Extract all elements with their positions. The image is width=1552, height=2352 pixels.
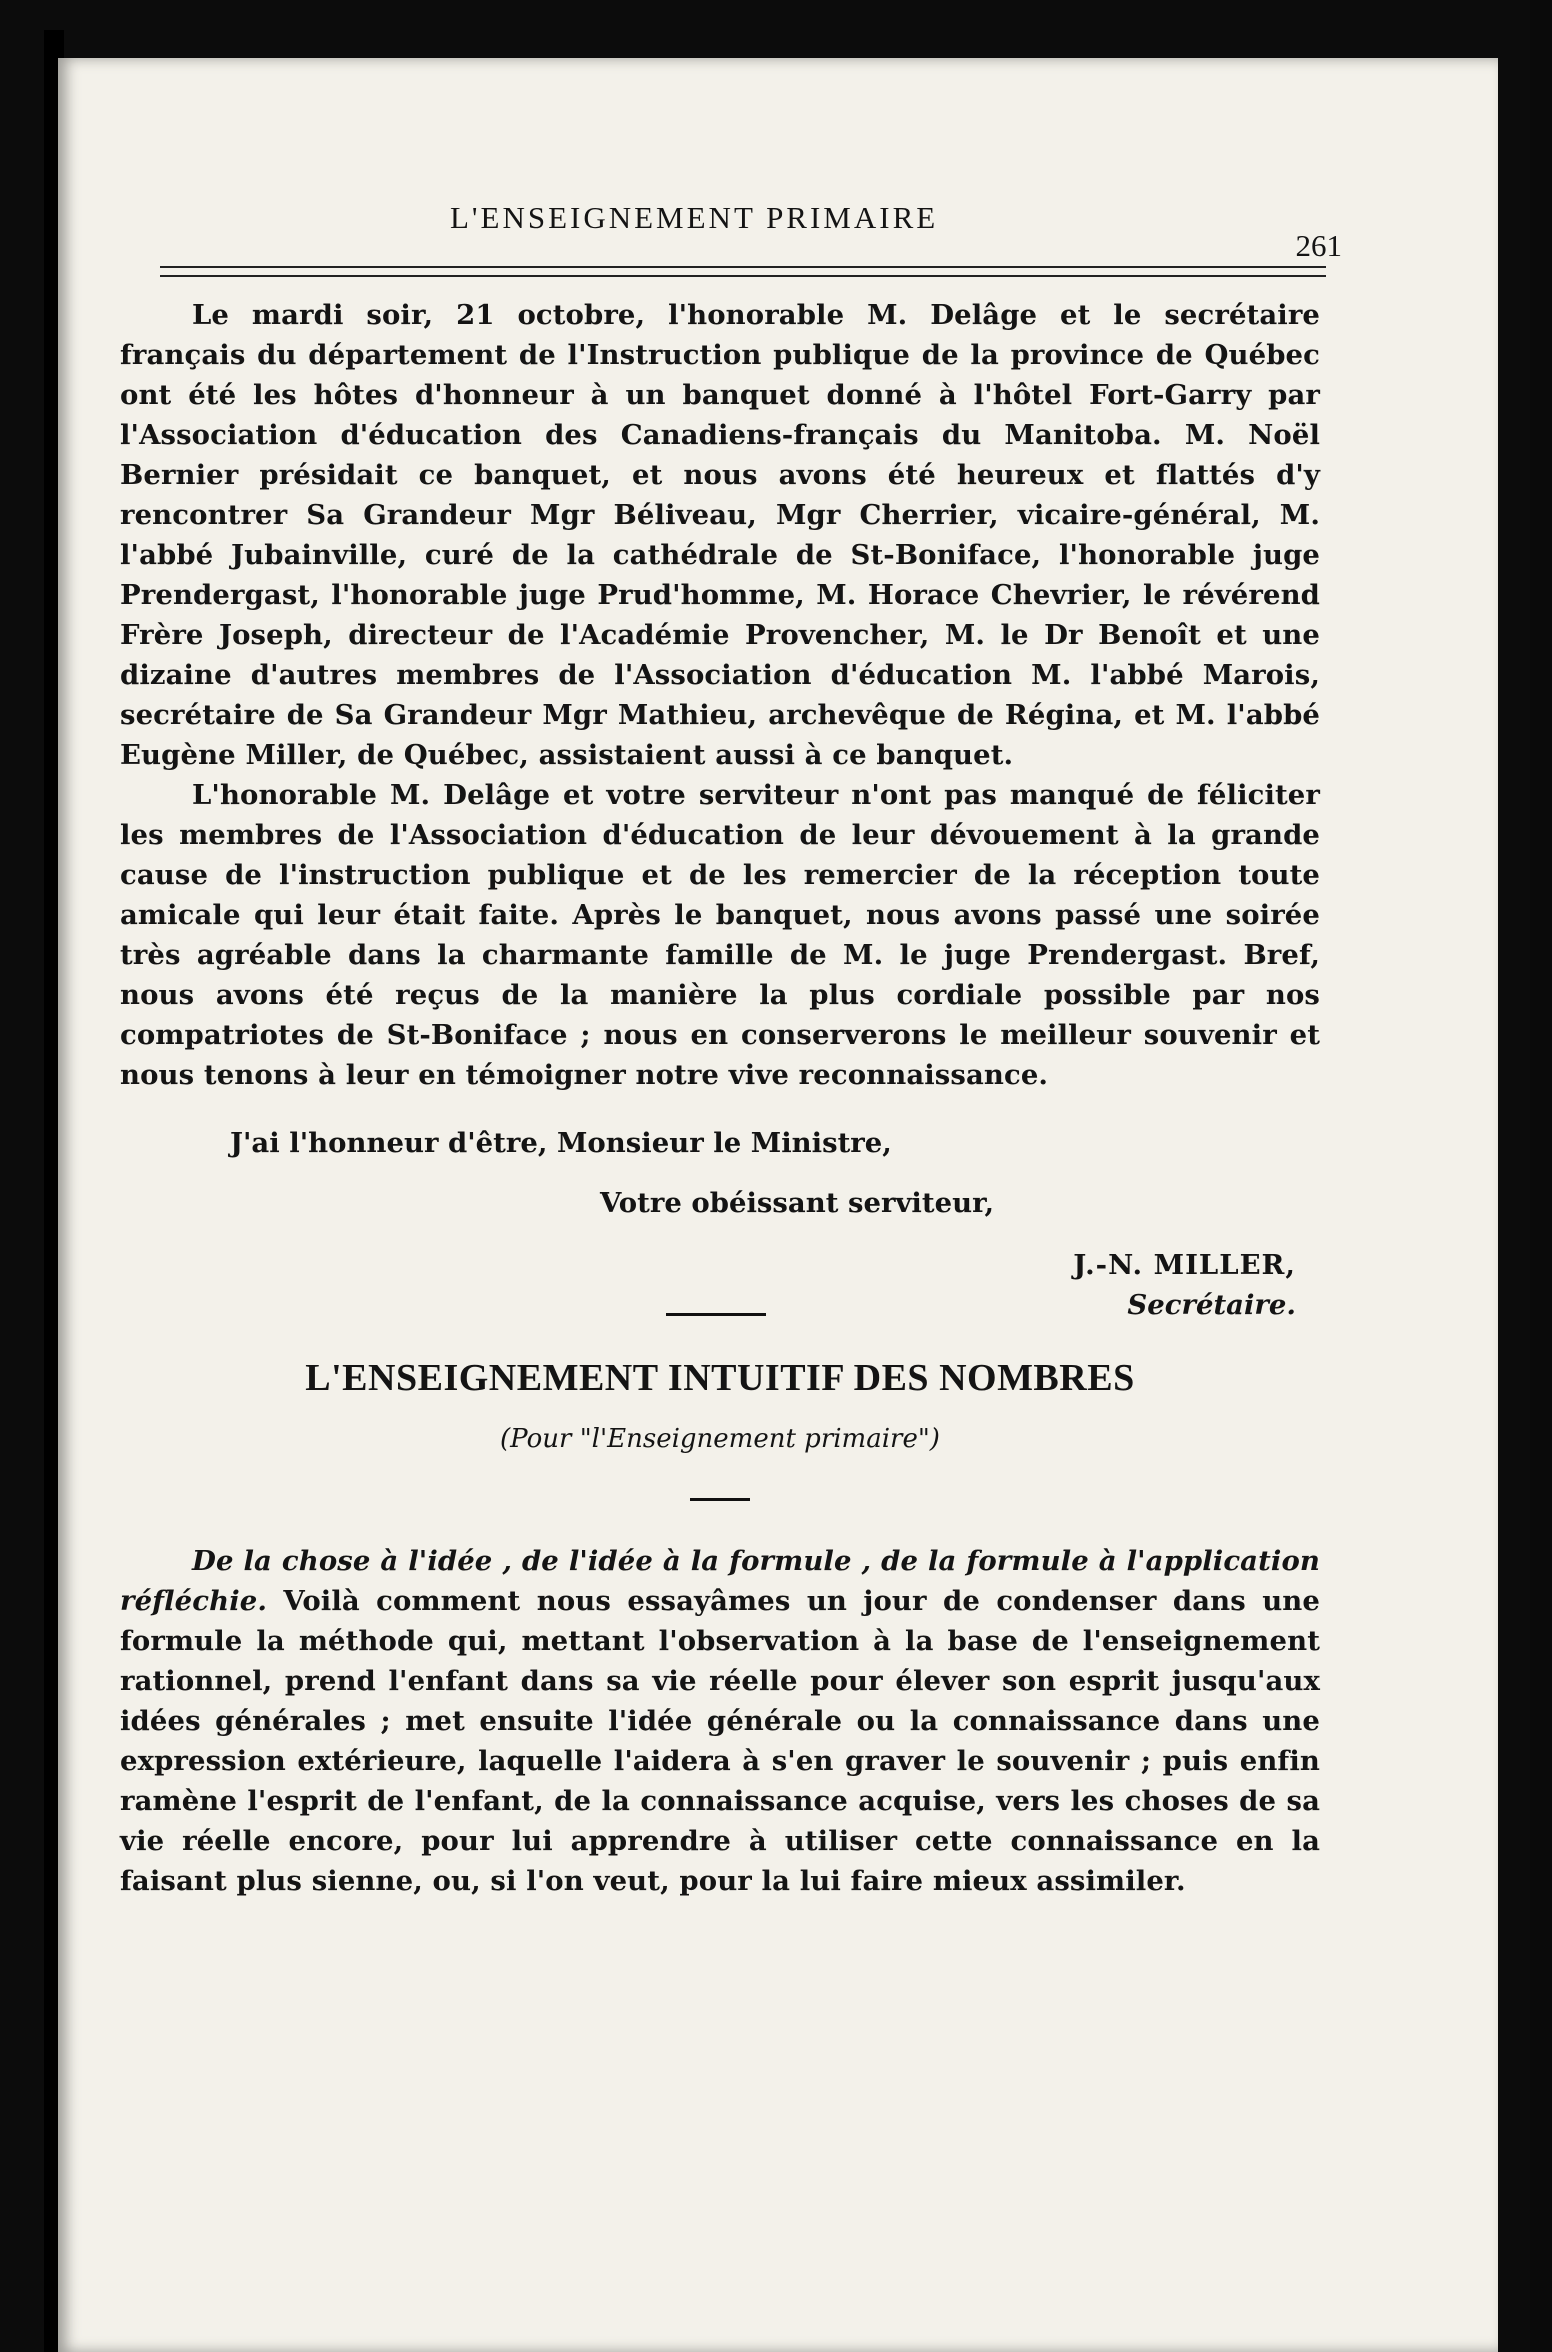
article-title: L'ENSEIGNEMENT INTUITIF DES NOMBRES — [305, 1357, 1135, 1399]
header-rule — [160, 266, 1326, 277]
signature: J.-N. MILLER, — [1073, 1249, 1296, 1281]
letter-paragraph-2: L'honorable M. Delâge et votre serviteur n'ont pas manqué de féliciter les membres de l'Association d'éducation de leur dévouement à la grande cause de l'instruction publique et de les remercier de la réception toute amicale qui leur était faite. Après le banquet, nous avons passé une soirée très agréable dans la charmante famille de M. le juge Prendergast. Bref, nous avons été reçus de la manière la plus cordiale possible par nos compatriotes de St-Boniface ; nous en conserverons le meilleur souvenir et nous tenons à leur en témoigner notre vive reconnaissance. — [120, 779, 1320, 1091]
page-content — [120, 190, 1342, 1901]
running-head — [120, 190, 1342, 263]
running-title: L'ENSEIGNEMENT PRIMAIRE — [450, 200, 939, 235]
article-paragraph — [120, 1541, 1320, 1901]
scan-right-edge — [1530, 0, 1552, 2352]
signature-title: Secrétaire. — [1127, 1289, 1296, 1321]
salutation: J'ai l'honneur d'être, Monsieur le Ministre, — [230, 1127, 892, 1159]
page-number: 261 — [1295, 228, 1342, 263]
article-body: Voilà comment nous essayâmes un jour de condenser dans une formule la méthode qui, mettant l'observation à la base de l'enseignement rationnel, prend l'enfant dans sa vie réelle pour élever son esprit jusqu'aux idées générales ; met ensuite l'idée générale ou la connaissance dans une expression extérieure, laquelle l'aidera à s'en graver le souvenir ; puis enfin ramène l'esprit de l'enfant, de la connaissance acquise, vers les choses de sa vie réelle encore, pour lui apprendre à utiliser cette connaissance en la faisant plus sienne, ou, si l'on veut, pour la lui faire mieux assimiler. — [120, 1585, 1320, 1897]
article-subtitle: (Pour "l'Enseignement primaire") — [500, 1424, 940, 1454]
closing-formula: Votre obéissant serviteur, — [600, 1187, 995, 1219]
section-divider — [666, 1313, 766, 1316]
subtitle-divider — [690, 1498, 750, 1501]
article-intro-italic: De la chose à l'idée , de l'idée à la formule , de la formule à l'application réfléchie. — [120, 1545, 1320, 1617]
letter-paragraph-1: Le mardi soir, 21 octobre, l'honorable M. Delâge et le secrétaire français du département de l'Instruction publique de la province de Québec ont été les hôtes d'honneur à un banquet donné à l'hôtel Fort-Garry par l'Association d'éducation des Canadiens-français du Manitoba. M. Noël Bernier présidait ce banquet, et nous avons été heureux et flattés d'y rencontrer Sa Grandeur Mgr Béliveau, Mgr Cherrier, vicaire-général, M. l'abbé Jubainville, curé de la cathédrale de St-Boniface, l'honorable juge Prendergast, l'honorable juge Prud'homme, M. Horace Chevrier, le révérend Frère Joseph, directeur de l'Académie Provencher, M. le Dr Benoît et une dizaine d'autres membres de l'Association d'éducation M. l'abbé Marois, secrétaire de Sa Grandeur Mgr Mathieu, archevêque de Régina, et M. l'abbé Eugène Miller, de Québec, assistaient aussi à ce banquet. — [120, 299, 1320, 771]
letter-closing — [120, 1121, 1320, 1327]
